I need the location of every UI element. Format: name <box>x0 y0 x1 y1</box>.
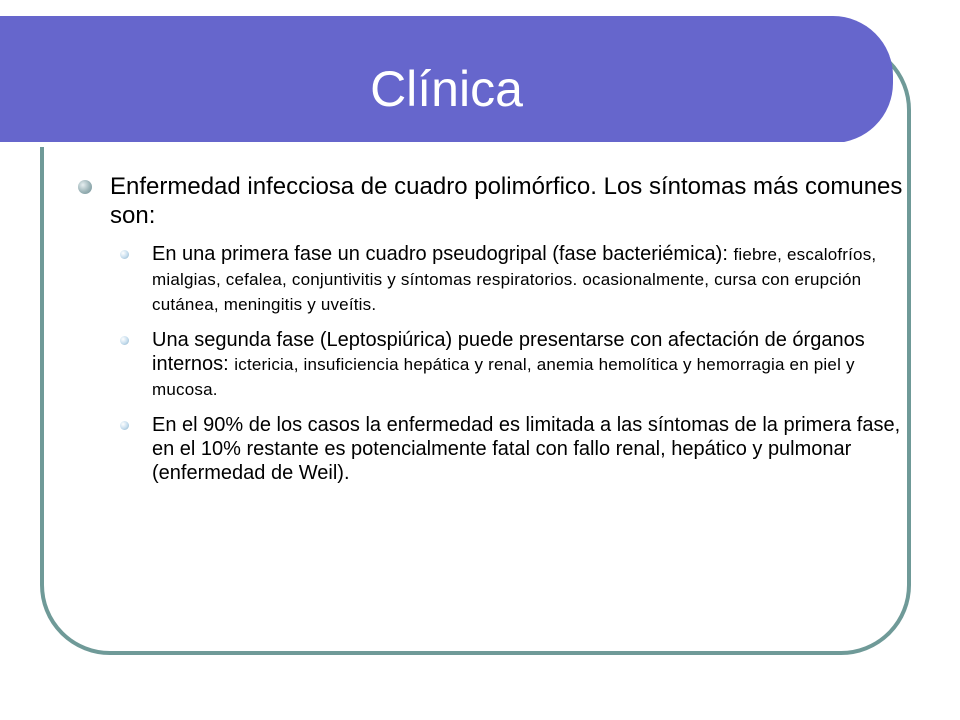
main-point-text: Enfermedad infecciosa de cuadro polimórfico. Los síntomas más comunes son: <box>110 173 903 229</box>
sub-bullet-icon <box>120 336 129 345</box>
sub-point-detail: fiebre, escalofríos, mialgias, cefalea, conjuntivitis y síntomas respiratorios. ocasionalmente, cursa con erupción cutánea, meningitis y uveítis. <box>152 245 877 314</box>
sub-bullet-list <box>120 242 918 486</box>
sub-point-lead: En el 90% de los casos la enfermedad es limitada a las síntomas de la primera fase, en el 10% restante es potencialmente fatal con fallo renal, hepático y pulmonar (enfermedad de Weil). <box>152 414 901 484</box>
sub-bullet-point <box>120 328 918 402</box>
sub-point-lead: En una primera fase un cuadro pseudogripal (fase bacteriémica): <box>152 243 734 265</box>
sub-bullet-icon <box>120 421 129 430</box>
bullet-icon <box>78 180 92 194</box>
main-bullet-point <box>78 172 918 230</box>
sub-point-lead: Una segunda fase (Leptospiúrica) puede presentarse con afectación de órganos internos: <box>152 329 865 375</box>
slide-content <box>78 172 918 497</box>
title-band <box>0 16 893 143</box>
sub-bullet-point <box>120 242 918 317</box>
sub-point-detail: ictericia, insuficiencia hepática y renal, anemia hemolítica y hemorragia en piel y mucosa. <box>152 355 855 399</box>
title-underline <box>0 142 848 147</box>
sub-bullet-point <box>120 413 918 486</box>
slide-title: Clínica <box>370 61 523 117</box>
sub-bullet-icon <box>120 250 129 259</box>
